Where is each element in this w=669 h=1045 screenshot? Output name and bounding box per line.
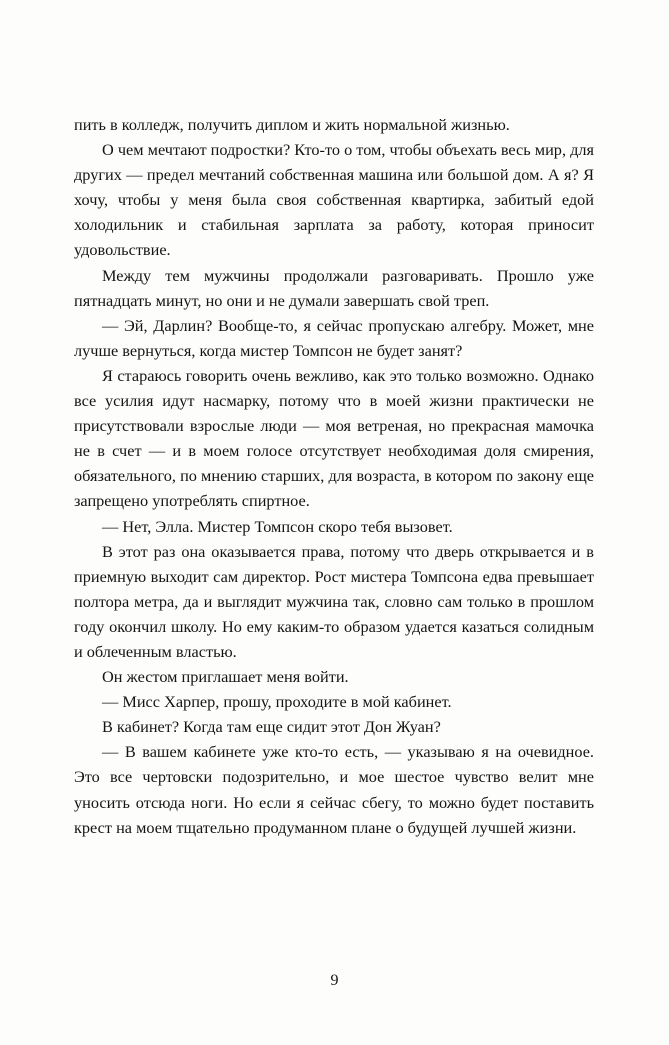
paragraph: — Эй, Дарлин? Вообще-то, я сейчас пропускаю алгебру. Может, мне лучше вернуться, когда мистер Томпсон не будет занят? bbox=[74, 315, 594, 360]
paragraph: — Нет, Элла. Мистер Томпсон скоро тебя вызовет. bbox=[102, 516, 453, 536]
paragraph: О чем мечтают подростки? Кто-то о том, чтобы объехать весь мир, для других — предел мечтаний собственная машина или большой дом. А я? Я хочу, чтобы у меня была своя собственная квартирка, забитый едой холодильник и стабильная зарплата за работу, которая приносит удовольствие. bbox=[74, 140, 594, 260]
paragraph: Я стараюсь говорить очень вежливо, как это только возможно. Однако все усилия идут насмарку, потому что в моей жизни практически не присутствовали взрослые люди — моя ветреная, но прекрасная мамочка не в счет — и в моем голосе отсутствует необходимая доля смирения, обязательного, по мнению старших, для возраста, в котором по закону еще запрещено употреблять спиртное. bbox=[74, 365, 594, 511]
paragraph: — Мисс Харпер, прошу, проходите в мой кабинет. bbox=[102, 692, 452, 712]
paragraph: пить в колледж, получить диплом и жить нормальной жизнью. bbox=[74, 115, 510, 134]
paragraph: Он жестом приглашает меня войти. bbox=[102, 667, 349, 687]
paragraph: Между тем мужчины продолжали разговаривать. Прошло уже пятнадцать минут, но они и не думали завершать свой треп. bbox=[74, 265, 594, 310]
page-number: 9 bbox=[330, 972, 339, 989]
paragraph: В кабинет? Когда там еще сидит этот Дон Жуан? bbox=[102, 717, 441, 737]
paragraph: — В вашем кабинете уже кто-то есть, — указываю я на очевидное. Это все чертовски подозрительно, и мое шестое чувство велит мне уносить отсюда ноги. Но если я сейчас сбегу, то можно будет поставить крест на моем тщательно продуманном плане о будущей лучшей жизни. bbox=[74, 742, 594, 837]
paragraph: В этот раз она оказывается права, потому что дверь открывается и в приемную выходит сам директор. Рост мистера Томпсона едва превышает полтора метра, да и выглядит мужчина так, словно сам только в прошлом году окончил школу. Но ему каким-то образом удается казаться солидным и облеченным властью. bbox=[74, 541, 594, 661]
page-text-body bbox=[74, 112, 594, 840]
